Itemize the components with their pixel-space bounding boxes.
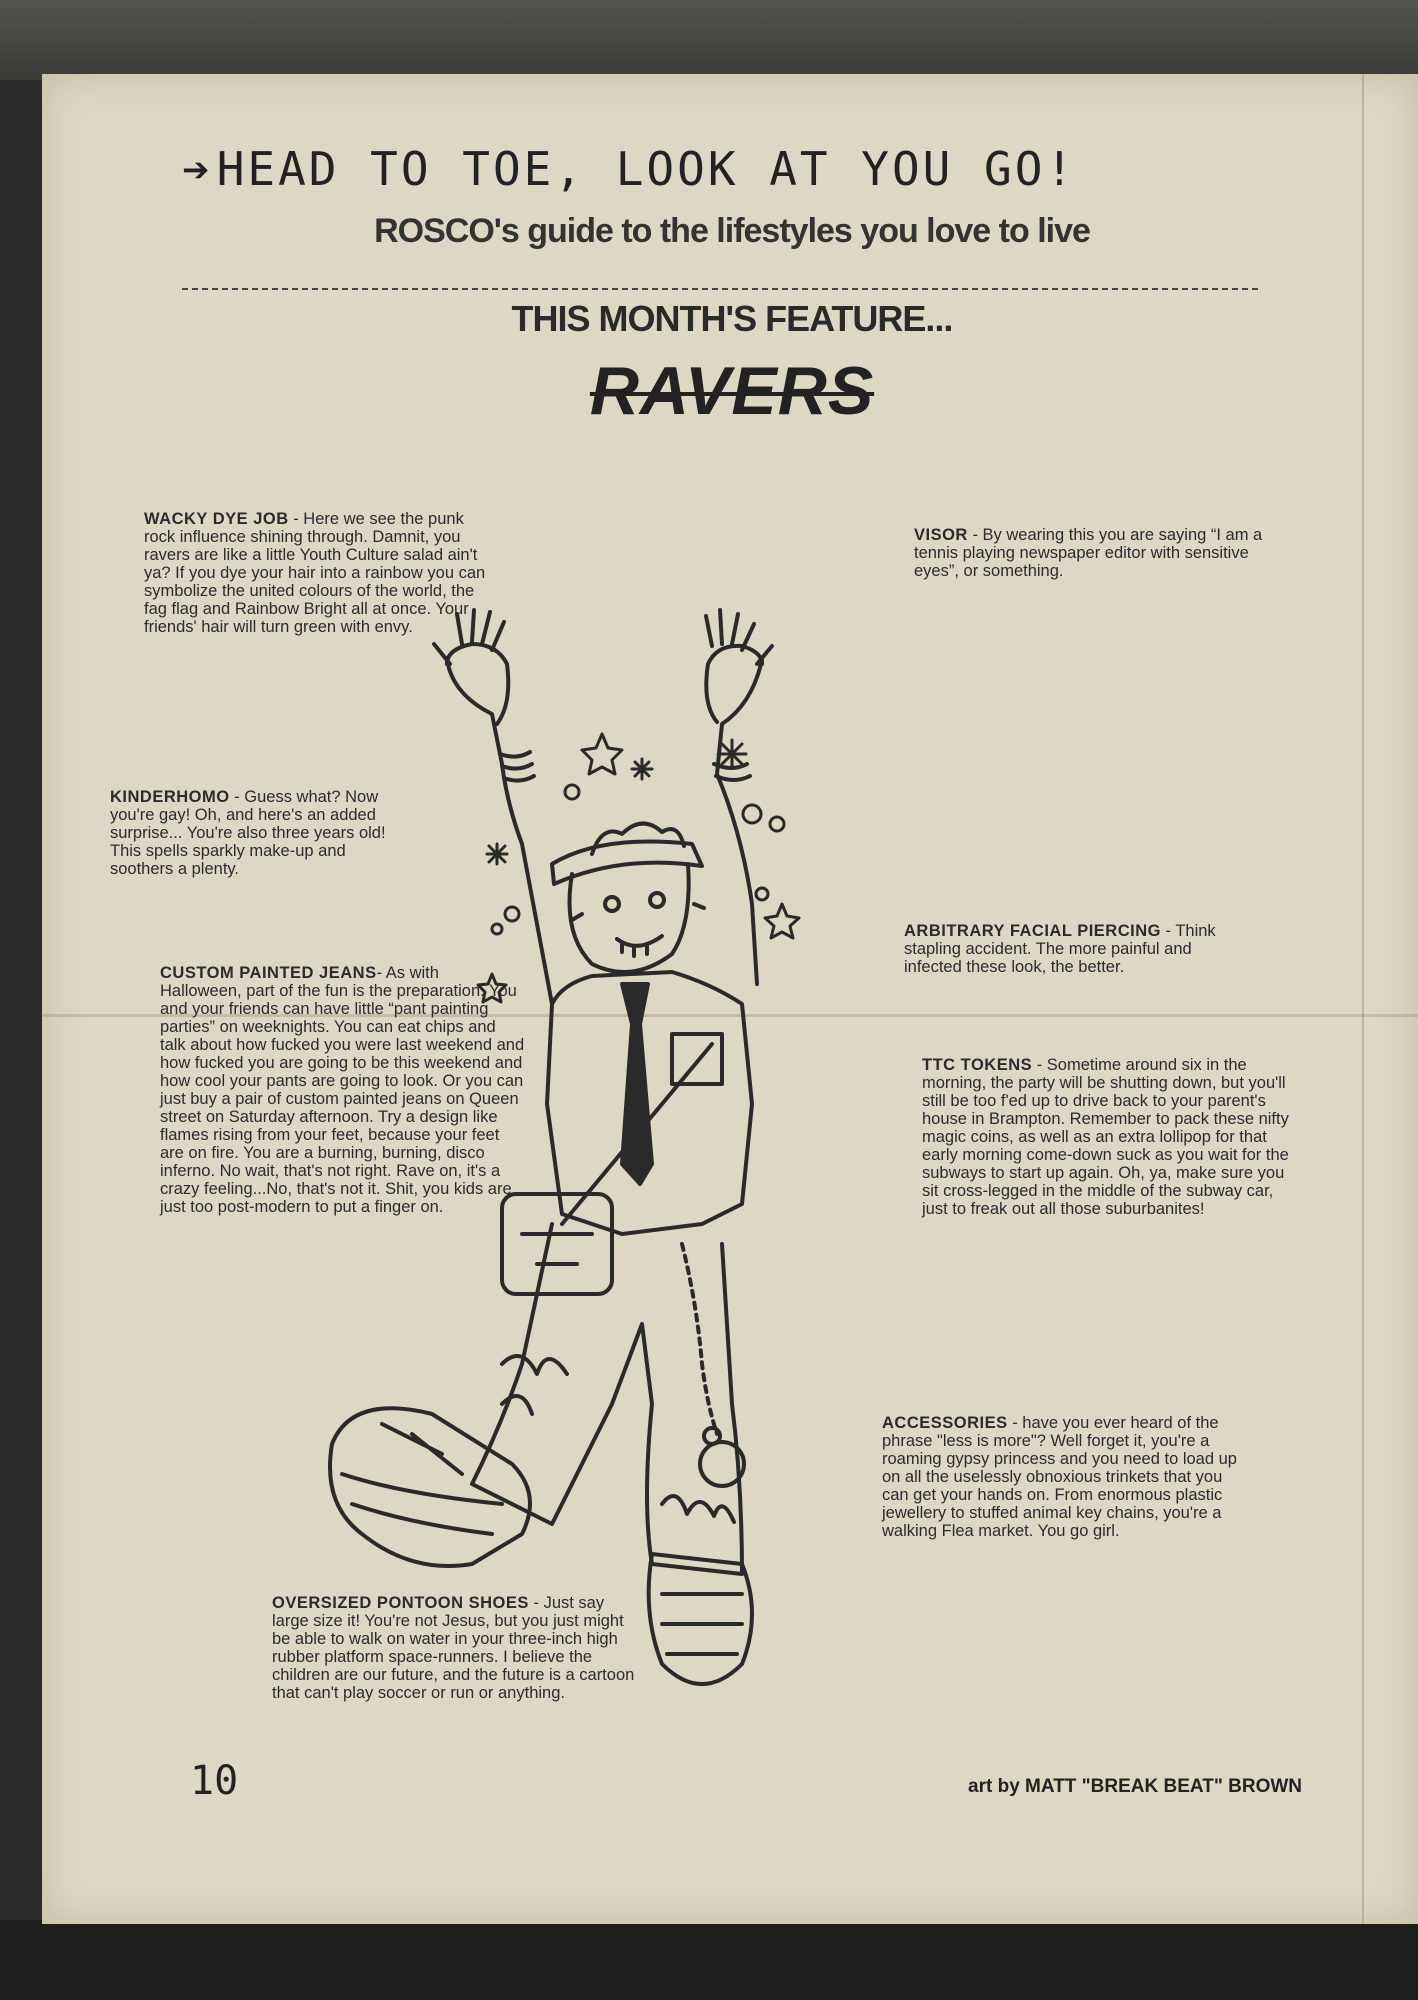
blurb-body: - Guess what? Now you're gay! Oh, and here's an added surprise... You're also three years old! This spells sparkly make-up and soothers a plenty. xyxy=(110,788,386,878)
feature-title: RAVERS xyxy=(589,353,875,429)
blurb-body: - By wearing this you are saying “I am a tennis playing newspaper editor with sensitive eyes”, or something. xyxy=(914,526,1263,580)
page-number: 10 xyxy=(190,1758,239,1804)
blurb-title: WACKY DYE JOB xyxy=(144,510,289,528)
scan-background-top xyxy=(0,0,1418,80)
blurb-title: ACCESSORIES xyxy=(882,1414,1008,1432)
magazine-page xyxy=(42,74,1418,1924)
page-crease xyxy=(1362,74,1364,1924)
blurb-title: CUSTOM PAINTED JEANS xyxy=(160,964,377,982)
arrow-icon: ➔ xyxy=(182,142,213,196)
headline xyxy=(182,142,1282,196)
blurb-visor xyxy=(914,526,1289,580)
blurb-title: KINDERHOMO xyxy=(110,788,230,806)
blurb-ttc-tokens xyxy=(922,1056,1292,1218)
blurb-body: - Just say large size it! You're not Jesus, but you just might be able to walk on water in your three-inch high rubber platform space-runners. I believe the children are our future, and the future is a cartoon that can't play soccer or run or anything. xyxy=(272,1594,635,1702)
blurb-title: TTC TOKENS xyxy=(922,1056,1033,1074)
art-credit: art by MATT "BREAK BEAT" BROWN xyxy=(968,1776,1302,1797)
dashed-divider xyxy=(182,288,1258,290)
blurb-body: - Sometime around six in the morning, the party will be shutting down, but you'll still be too f'ed up to drive back to your parent's house in Brampton. Remember to pack these nifty magic coins, as well as an extra lollipop for that early morning come-down suck as you wait for the subways to start up again. Oh, ya, make sure you sit cross-legged in the middle of the subway car, just to freak out all those suburbanites! xyxy=(922,1056,1289,1218)
raver-illustration xyxy=(322,604,962,1734)
blurb-body: - As with Halloween, part of the fun is the preparation. You and your friends can have little “pant painting parties” on weeknights. You can eat chips and talk about how fucked you were last weekend and how fucked you are going to be this weekend and how cool your pants are going to look. Or you can just buy a pair of custom painted jeans on Queen street on Saturday afternoon. Try a design like flames rising from your feet, because your feet are on fire. You are a burning, burning, disco inferno. No wait, that's not right. Rave on, it's a crazy feeling...No, that's not it. Shit, you kids are just too post-modern to put a finger on. xyxy=(160,964,525,1216)
feature-label: THIS MONTH'S FEATURE... xyxy=(511,298,953,339)
blurb-title: VISOR xyxy=(914,526,968,544)
blurb-title: ARBITRARY FACIAL PIERCING xyxy=(904,922,1161,940)
blurb-body: - have you ever heard of the phrase "less is more"? Well forget it, you're a roaming gypsy princess and you need to load up on all the uselessly obnoxious trinkets that you can get your hands on. From enormous plastic jewellery to stuffed animal key chains, you're a walking Flea market. You go girl. xyxy=(882,1414,1237,1540)
subtitle: ROSCO's guide to the lifestyles you love to live xyxy=(374,212,1090,250)
blurb-body: - Here we see the punk rock influence shining through. Damnit, you ravers are like a little Youth Culture salad ain't ya? If you dye your hair into a rainbow you can symbolize the united colours of the world, the fag flag and Rainbow Bright all at once. Your friends' hair will turn green with envy. xyxy=(144,510,486,636)
headline-text: HEAD TO TOE, LOOK AT YOU GO! xyxy=(216,142,1077,196)
blurb-title: OVERSIZED PONTOON SHOES xyxy=(272,1594,529,1612)
scan-background-bottom xyxy=(0,1920,1418,2000)
blurb-body: - Think stapling accident. The more painful and infected these look, the better. xyxy=(904,922,1216,976)
